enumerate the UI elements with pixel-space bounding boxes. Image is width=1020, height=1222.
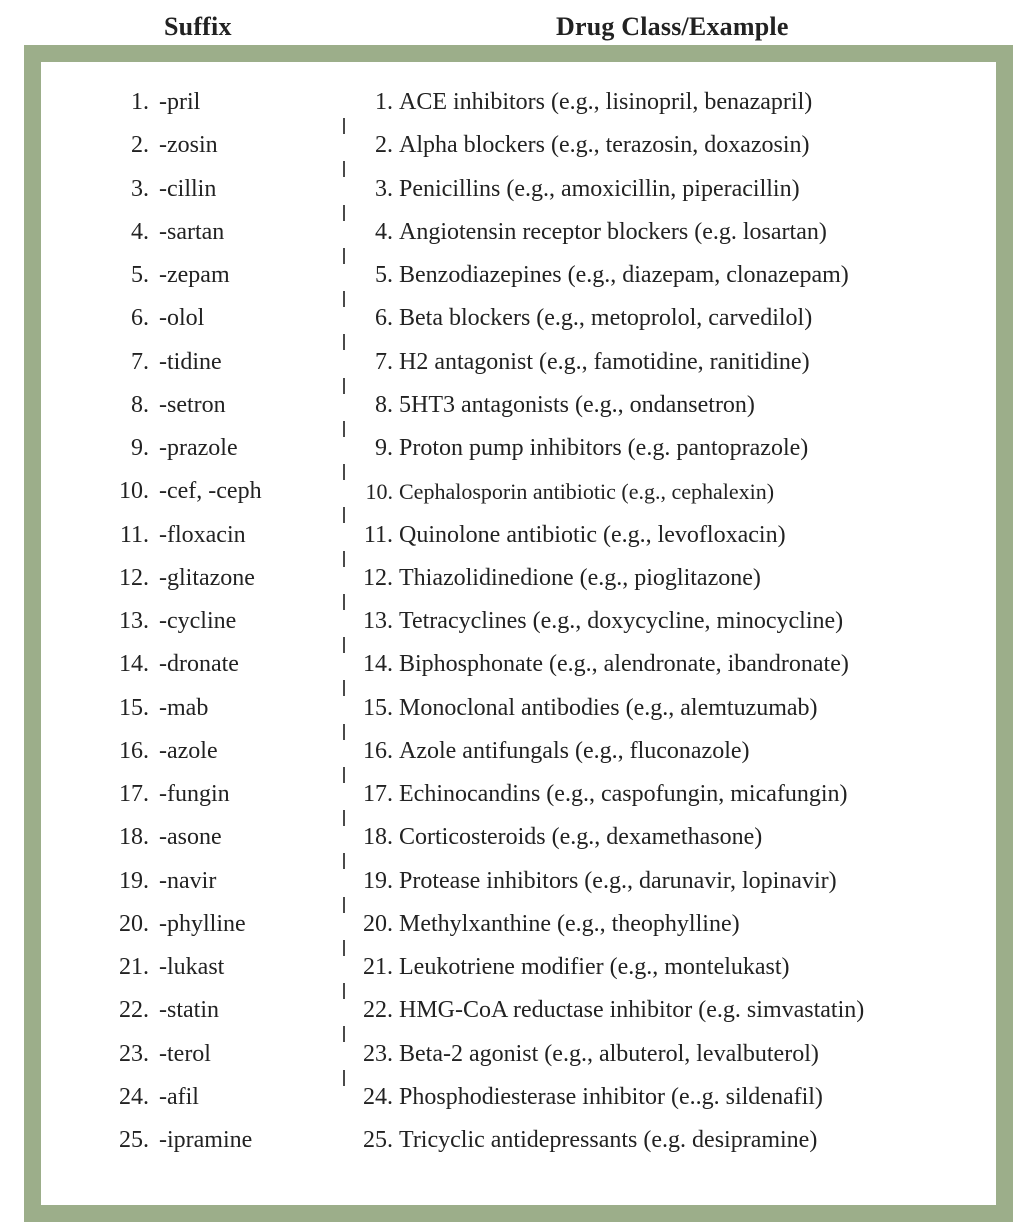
suffix-cell: -statin: [159, 997, 219, 1024]
row-number: 19.: [363, 867, 393, 894]
row-number: 5.: [131, 262, 149, 288]
row-number: 18.: [363, 824, 393, 851]
drug-class-cell: Cephalosporin antibiotic (e.g., cephalexin): [399, 479, 775, 505]
table-row: [41, 600, 996, 643]
drug-class-cell: ACE inhibitors (e.g., lisinopril, benazapril): [399, 89, 813, 115]
table-row: [41, 514, 996, 557]
row-number: 14.: [363, 651, 393, 678]
row-number: 8.: [375, 391, 393, 418]
drug-class-cell: Protease inhibitors (e.g., darunavir, lopinavir): [399, 867, 837, 894]
divider-dash: [343, 118, 345, 134]
drug-class-cell: Echinocandins (e.g., caspofungin, micafungin): [399, 781, 848, 807]
suffix-cell: -mab: [159, 694, 209, 721]
suffix-cell: -phylline: [159, 910, 246, 937]
drug-class-cell: Monoclonal antibodies (e.g., alemtuzumab): [399, 694, 818, 721]
table-row: [41, 773, 996, 816]
table-row: [41, 687, 996, 730]
table-row: [41, 1119, 996, 1162]
drug-class-cell: Tricyclic antidepressants (e.g. desipramine): [399, 1127, 818, 1153]
table-row: [41, 989, 996, 1032]
table-row: [41, 297, 996, 340]
suffix-column-header: Suffix: [164, 12, 232, 41]
table-row: [41, 384, 996, 427]
row-number: 17.: [119, 781, 149, 807]
divider-dash: [343, 983, 345, 999]
table-row: [41, 1033, 996, 1076]
divider-dash: [343, 464, 345, 480]
suffix-cell: -floxacin: [159, 521, 246, 548]
row-number: 22.: [119, 997, 149, 1024]
divider-dash: [343, 161, 345, 177]
divider-dash: [343, 551, 345, 567]
suffix-cell: -cycline: [159, 608, 237, 634]
suffix-cell: -zepam: [159, 262, 230, 288]
divider-dash: [343, 248, 345, 264]
row-number: 11.: [119, 521, 149, 548]
divider-dash: [343, 853, 345, 869]
suffix-cell: -ipramine: [159, 1127, 253, 1153]
row-number: 20.: [119, 910, 149, 937]
suffix-cell: -tidine: [159, 348, 222, 375]
row-number: 13.: [363, 608, 393, 634]
table-row: [41, 427, 996, 470]
table-frame: [24, 45, 1013, 1222]
divider-dash: [343, 378, 345, 394]
suffix-cell: -dronate: [159, 651, 239, 678]
divider-dash: [343, 767, 345, 783]
row-number: 16.: [363, 737, 393, 764]
drug-class-cell: 5HT3 antagonists (e.g., ondansetron): [399, 391, 755, 418]
table-row: [41, 211, 996, 254]
row-number: 9.: [131, 435, 149, 461]
divider-dash: [343, 1026, 345, 1042]
divider-dash: [343, 637, 345, 653]
row-number: 4.: [131, 218, 149, 245]
table-row: [41, 816, 996, 859]
divider-dash: [343, 594, 345, 610]
row-number: 2.: [131, 132, 149, 159]
row-number: 6.: [131, 305, 149, 332]
table-row: [41, 860, 996, 903]
drug-class-cell: Alpha blockers (e.g., terazosin, doxazosin): [399, 132, 810, 159]
row-number: 3.: [375, 175, 393, 202]
row-number: 19.: [119, 867, 149, 894]
drug-class-cell: Angiotensin receptor blockers (e.g. losartan): [399, 218, 827, 245]
table-row: [41, 81, 996, 124]
row-number: 18.: [119, 824, 149, 851]
suffix-cell: -cillin: [159, 175, 217, 202]
suffix-cell: -cef, -ceph: [159, 478, 262, 505]
row-number: 20.: [363, 910, 393, 937]
row-number: 21.: [363, 954, 393, 980]
divider-dash: [343, 421, 345, 437]
row-number: 12.: [119, 564, 149, 591]
suffix-cell: -pril: [159, 89, 201, 115]
drug-class-cell: Proton pump inhibitors (e.g. pantoprazole): [399, 435, 809, 461]
row-number: 15.: [363, 694, 393, 721]
drug-class-cell: Azole antifungals (e.g., fluconazole): [399, 737, 750, 764]
row-number: 4.: [375, 218, 393, 245]
table-row: [41, 557, 996, 600]
row-number: 13.: [119, 608, 149, 634]
table-row: [41, 946, 996, 989]
row-number: 16.: [119, 737, 149, 764]
drug-class-cell: Biphosphonate (e.g., alendronate, ibandronate): [399, 651, 849, 678]
drug-class-cell: Benzodiazepines (e.g., diazepam, clonazepam): [399, 262, 849, 288]
row-number: 15.: [119, 694, 149, 721]
suffix-cell: -glitazone: [159, 564, 255, 591]
row-number: 11.: [363, 521, 393, 548]
drug-class-column-header: Drug Class/Example: [556, 12, 789, 41]
row-number: 23.: [363, 1040, 393, 1067]
suffix-cell: -azole: [159, 737, 218, 764]
drug-class-cell: Methylxanthine (e.g., theophylline): [399, 910, 740, 937]
row-number: 7.: [131, 348, 149, 375]
table-row: [41, 643, 996, 686]
divider-dash: [343, 940, 345, 956]
suffix-cell: -lukast: [159, 954, 225, 980]
table-row: [41, 730, 996, 773]
drug-class-cell: HMG-CoA reductase inhibitor (e.g. simvastatin): [399, 997, 865, 1024]
row-number: 23.: [119, 1040, 149, 1067]
row-number: 7.: [375, 348, 393, 375]
drug-class-cell: Beta blockers (e.g., metoprolol, carvedilol): [399, 305, 813, 332]
divider-dash: [343, 897, 345, 913]
divider-dash: [343, 334, 345, 350]
row-number: 25.: [363, 1127, 393, 1153]
row-number: 10.: [365, 479, 393, 505]
row-number: 6.: [375, 305, 393, 332]
row-number: 12.: [363, 564, 393, 591]
suffix-cell: -setron: [159, 391, 226, 418]
divider-dash: [343, 291, 345, 307]
row-number: 14.: [119, 651, 149, 678]
row-number: 8.: [131, 391, 149, 418]
row-number: 1.: [375, 89, 393, 115]
suffix-cell: -sartan: [159, 218, 225, 245]
drug-class-cell: Thiazolidinedione (e.g., pioglitazone): [399, 564, 761, 591]
table-row: [41, 1076, 996, 1119]
row-number: 24.: [119, 1083, 149, 1110]
drug-class-cell: Penicillins (e.g., amoxicillin, piperacillin): [399, 175, 800, 202]
divider-dash: [343, 1070, 345, 1086]
row-number: 17.: [363, 781, 393, 807]
table-row: [41, 168, 996, 211]
divider-dash: [343, 810, 345, 826]
row-number: 1.: [131, 89, 149, 115]
table-row: [41, 470, 996, 513]
drug-class-cell: Corticosteroids (e.g., dexamethasone): [399, 824, 763, 851]
drug-class-cell: Phosphodiesterase inhibitor (e..g. sildenafil): [399, 1083, 823, 1110]
row-number: 5.: [375, 262, 393, 288]
row-number: 9.: [375, 435, 393, 461]
row-number: 22.: [363, 997, 393, 1024]
suffix-cell: -fungin: [159, 781, 230, 807]
suffix-cell: -olol: [159, 305, 205, 332]
suffix-cell: -prazole: [159, 435, 238, 461]
drug-class-cell: Quinolone antibiotic (e.g., levofloxacin): [399, 521, 786, 548]
suffix-cell: -afil: [159, 1083, 199, 1110]
row-number: 2.: [375, 132, 393, 159]
drug-class-cell: Beta-2 agonist (e.g., albuterol, levalbuterol): [399, 1040, 819, 1067]
divider-dash: [343, 680, 345, 696]
row-number: 3.: [131, 175, 149, 202]
drug-class-cell: Tetracyclines (e.g., doxycycline, minocycline): [399, 608, 844, 634]
table-row: [41, 254, 996, 297]
divider-dash: [343, 507, 345, 523]
row-number: 21.: [119, 954, 149, 980]
table-row: [41, 124, 996, 167]
table-row: [41, 903, 996, 946]
divider-dash: [343, 205, 345, 221]
drug-class-cell: H2 antagonist (e.g., famotidine, ranitidine): [399, 348, 810, 375]
table-row: [41, 341, 996, 384]
suffix-cell: -terol: [159, 1040, 211, 1067]
suffix-cell: -zosin: [159, 132, 218, 159]
suffix-cell: -navir: [159, 867, 217, 894]
row-number: 25.: [119, 1127, 149, 1153]
row-number: 10.: [119, 478, 149, 505]
drug-class-cell: Leukotriene modifier (e.g., montelukast): [399, 954, 790, 980]
suffix-cell: -asone: [159, 824, 222, 851]
row-number: 24.: [363, 1083, 393, 1110]
divider-dash: [343, 724, 345, 740]
